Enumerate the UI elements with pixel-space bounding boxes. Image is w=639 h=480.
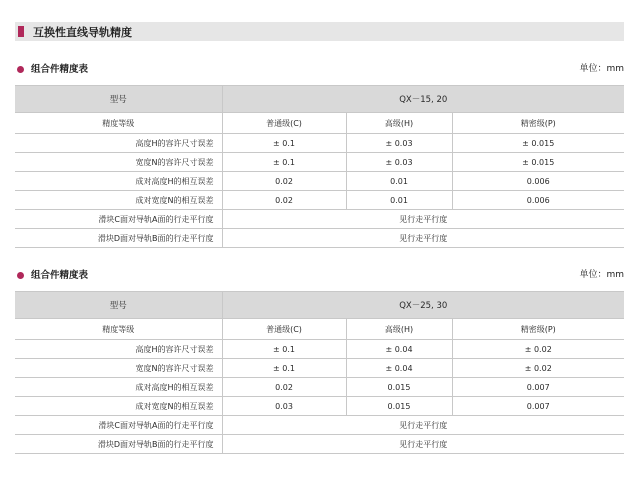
- row-value: ± 0.04: [346, 340, 452, 359]
- grade-high: 高级(H): [346, 319, 452, 340]
- accuracy-section-2: [15, 268, 624, 454]
- row-label: 成对宽度N的相互误差: [15, 397, 222, 416]
- table-row: [15, 134, 624, 153]
- row-label: 宽度N的容许尺寸误差: [15, 359, 222, 378]
- row-value: ± 0.03: [346, 134, 452, 153]
- table-row: [15, 191, 624, 210]
- section-header: [15, 62, 624, 78]
- unit-label: 单位：mm: [579, 64, 624, 74]
- accuracy-section-1: [15, 62, 624, 248]
- grade-row: [15, 113, 624, 134]
- accuracy-table: [15, 85, 624, 248]
- row-value: 0.02: [222, 191, 346, 210]
- model-row: [15, 86, 624, 113]
- grade-precision: 精密级(P): [452, 113, 624, 134]
- row-value: 0.03: [222, 397, 346, 416]
- model-label: 型号: [15, 292, 222, 319]
- row-value: ± 0.02: [452, 359, 624, 378]
- row-value: 0.015: [346, 397, 452, 416]
- row-label: 成对高度H的相互误差: [15, 378, 222, 397]
- row-value: 0.006: [452, 172, 624, 191]
- model-value: QX－15, 20: [222, 86, 624, 113]
- row-value: ± 0.1: [222, 134, 346, 153]
- row-value: 0.007: [452, 397, 624, 416]
- section-title: 组合件精度表: [31, 64, 89, 75]
- row-value: ± 0.015: [452, 153, 624, 172]
- table-row: [15, 435, 624, 454]
- row-label: 成对宽度N的相互误差: [15, 191, 222, 210]
- section-title: 组合件精度表: [31, 270, 89, 281]
- table-row: [15, 378, 624, 397]
- row-label: 宽度N的容许尺寸误差: [15, 153, 222, 172]
- row-value: 0.01: [346, 172, 452, 191]
- row-value: ± 0.04: [346, 359, 452, 378]
- row-value: ± 0.1: [222, 340, 346, 359]
- model-row: [15, 292, 624, 319]
- table-row: [15, 153, 624, 172]
- model-value: QX－25, 30: [222, 292, 624, 319]
- row-label: 滑块D面对导轨B面的行走平行度: [15, 435, 222, 454]
- row-value: 0.02: [222, 172, 346, 191]
- unit-label: 单位：mm: [579, 270, 624, 280]
- row-value: 0.007: [452, 378, 624, 397]
- table-row: [15, 397, 624, 416]
- row-label: 滑块C面对导轨A面的行走平行度: [15, 416, 222, 435]
- model-label: 型号: [15, 86, 222, 113]
- page-title: 互换性直线导轨精度: [33, 25, 132, 39]
- accuracy-table: [15, 291, 624, 454]
- row-value: ± 0.02: [452, 340, 624, 359]
- row-value: 0.01: [346, 191, 452, 210]
- section-header: [15, 268, 624, 284]
- table-row: [15, 229, 624, 248]
- row-value: ± 0.015: [452, 134, 624, 153]
- row-label: 高度H的容许尺寸误差: [15, 134, 222, 153]
- grade-row: [15, 319, 624, 340]
- grade-label: 精度等级: [15, 113, 222, 134]
- grade-precision: 精密级(P): [452, 319, 624, 340]
- row-value: ± 0.1: [222, 153, 346, 172]
- row-value: 见行走平行度: [222, 435, 624, 454]
- page-title-bar: [15, 22, 624, 41]
- row-label: 滑块C面对导轨A面的行走平行度: [15, 210, 222, 229]
- grade-label: 精度等级: [15, 319, 222, 340]
- row-value: ± 0.1: [222, 359, 346, 378]
- row-label: 高度H的容许尺寸误差: [15, 340, 222, 359]
- row-value: ± 0.03: [346, 153, 452, 172]
- grade-normal: 普通级(C): [222, 113, 346, 134]
- table-row: [15, 416, 624, 435]
- row-value: 见行走平行度: [222, 416, 624, 435]
- table-row: [15, 340, 624, 359]
- title-marker: [18, 26, 24, 37]
- row-label: 成对高度H的相互误差: [15, 172, 222, 191]
- table-row: [15, 172, 624, 191]
- row-value: 见行走平行度: [222, 229, 624, 248]
- row-value: 0.02: [222, 378, 346, 397]
- table-row: [15, 210, 624, 229]
- bullet-icon: [17, 66, 24, 73]
- row-value: 0.006: [452, 191, 624, 210]
- table-row: [15, 359, 624, 378]
- grade-high: 高级(H): [346, 113, 452, 134]
- row-label: 滑块D面对导轨B面的行走平行度: [15, 229, 222, 248]
- row-value: 0.015: [346, 378, 452, 397]
- bullet-icon: [17, 272, 24, 279]
- row-value: 见行走平行度: [222, 210, 624, 229]
- grade-normal: 普通级(C): [222, 319, 346, 340]
